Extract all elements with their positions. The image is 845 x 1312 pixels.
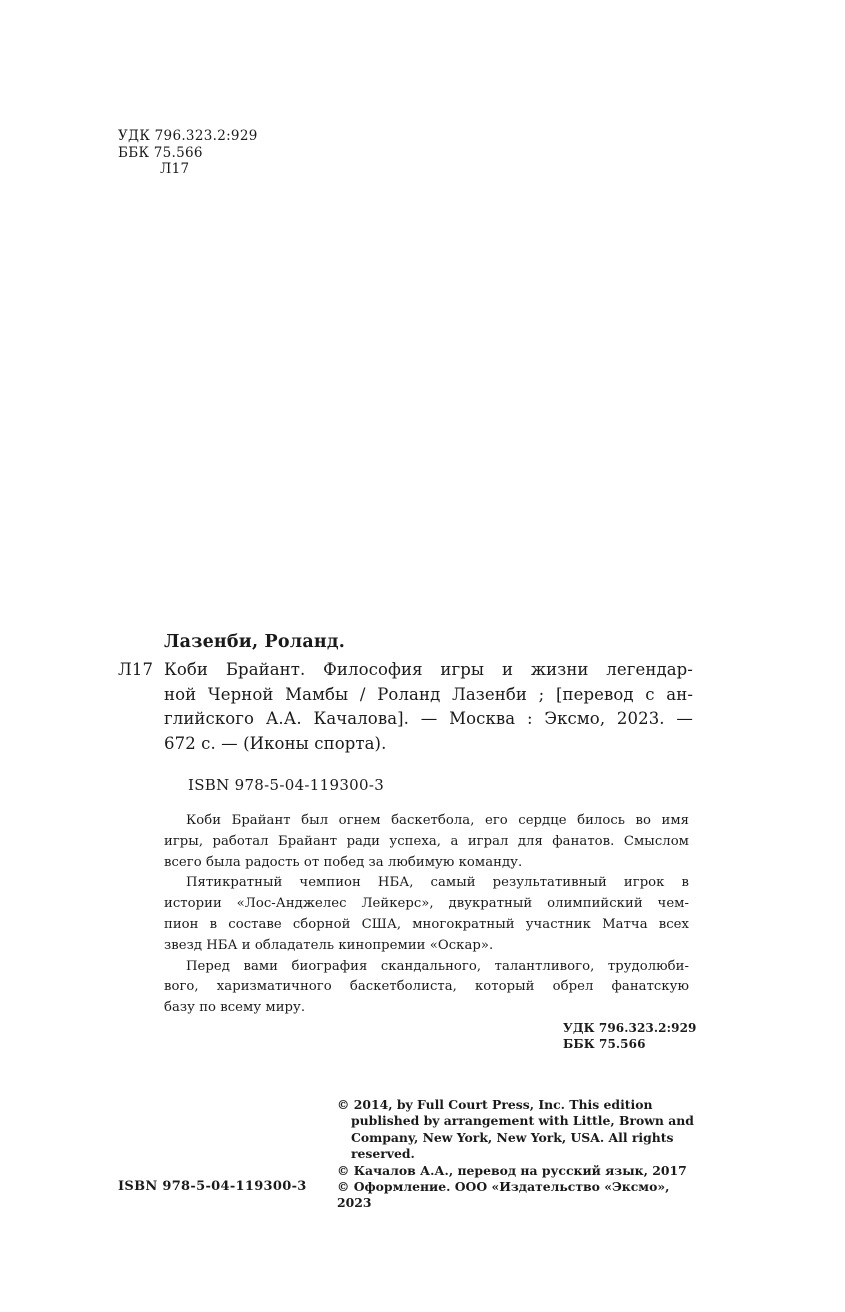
copyright-design: © Оформление. ООО «Издательство «Эксмо», 2023 (337, 1179, 670, 1211)
classification-codes-bold (563, 1020, 696, 1052)
description-line: ной Черной Мамбы / Роланд Лазенби ; [перевод с ан- (164, 684, 693, 704)
copyright-line: Company, New York, New York, USA. All rights (351, 1129, 674, 1145)
author-sign: Л17 (160, 161, 190, 177)
annotation-line: пион в составе сборной США, многократный участник Матча всех (164, 916, 689, 932)
annotation-line: игры, работал Брайант ради успеха, а играл для фанатов. Смыслом (164, 833, 689, 849)
udk-code: УДК 796.323.2:929 (118, 128, 258, 144)
bbk-code-bold: ББК 75.566 (563, 1037, 646, 1051)
annotation-line: звезд НБА и обладатель кинопремии «Оскар». (164, 937, 494, 953)
record-author-sign: Л17 (118, 660, 154, 679)
copyright-line: reserved. (351, 1146, 415, 1162)
record-author: Лазенби, Роланд. (164, 632, 346, 652)
description-line: глийского А.А. Качалова]. — Москва : Эксмо, 2023. — (164, 709, 693, 728)
record-isbn: ISBN 978-5-04-119300-3 (188, 776, 385, 794)
annotation-line: базу по всему миру. (164, 1000, 306, 1016)
description-line: 672 с. — (Иконы спорта). (164, 733, 387, 753)
annotation-line: всего была радость от побед за любимую команду. (164, 854, 523, 870)
annotation-line: Пятикратный чемпион НБА, самый результативный игрок в (186, 875, 689, 891)
annotation-paragraph (164, 873, 689, 956)
annotation-line: истории «Лос-Анджелес Лейкерс», двукратный олимпийский чем- (164, 896, 689, 912)
udk-code-bold: УДК 796.323.2:929 (563, 1021, 697, 1035)
annotation-line: Перед вами биография скандального, талантливого, трудолюби- (186, 958, 689, 974)
copyright-line: published by arrangement with Little, Brown and (351, 1113, 694, 1129)
isbn-bottom: ISBN 978-5-04-119300-3 (118, 1179, 307, 1194)
annotation-paragraph (164, 957, 689, 1019)
description-line: Коби Брайант. Философия игры и жизни легендар- (164, 660, 693, 679)
bibliographic-record (118, 630, 693, 1019)
copyright-line: © 2014, by Full Court Press, Inc. This edition (337, 1097, 653, 1112)
copyright-block (337, 1097, 697, 1212)
annotation-paragraph (164, 811, 689, 873)
copyright-translation: © Качалов А.А., перевод на русский язык, 2017 (337, 1162, 687, 1178)
classification-block (118, 128, 258, 178)
bbk-code: ББК 75.566 (118, 144, 203, 161)
annotation-line: вого, харизматичного баскетболиста, который обрел фанатскую (164, 979, 689, 995)
annotation (164, 811, 689, 1019)
annotation-line: Коби Брайант был огнем баскетбола, его сердце билось во имя (186, 813, 689, 828)
record-description (164, 658, 693, 756)
copyright-original (337, 1097, 697, 1163)
record-entry (118, 658, 693, 756)
